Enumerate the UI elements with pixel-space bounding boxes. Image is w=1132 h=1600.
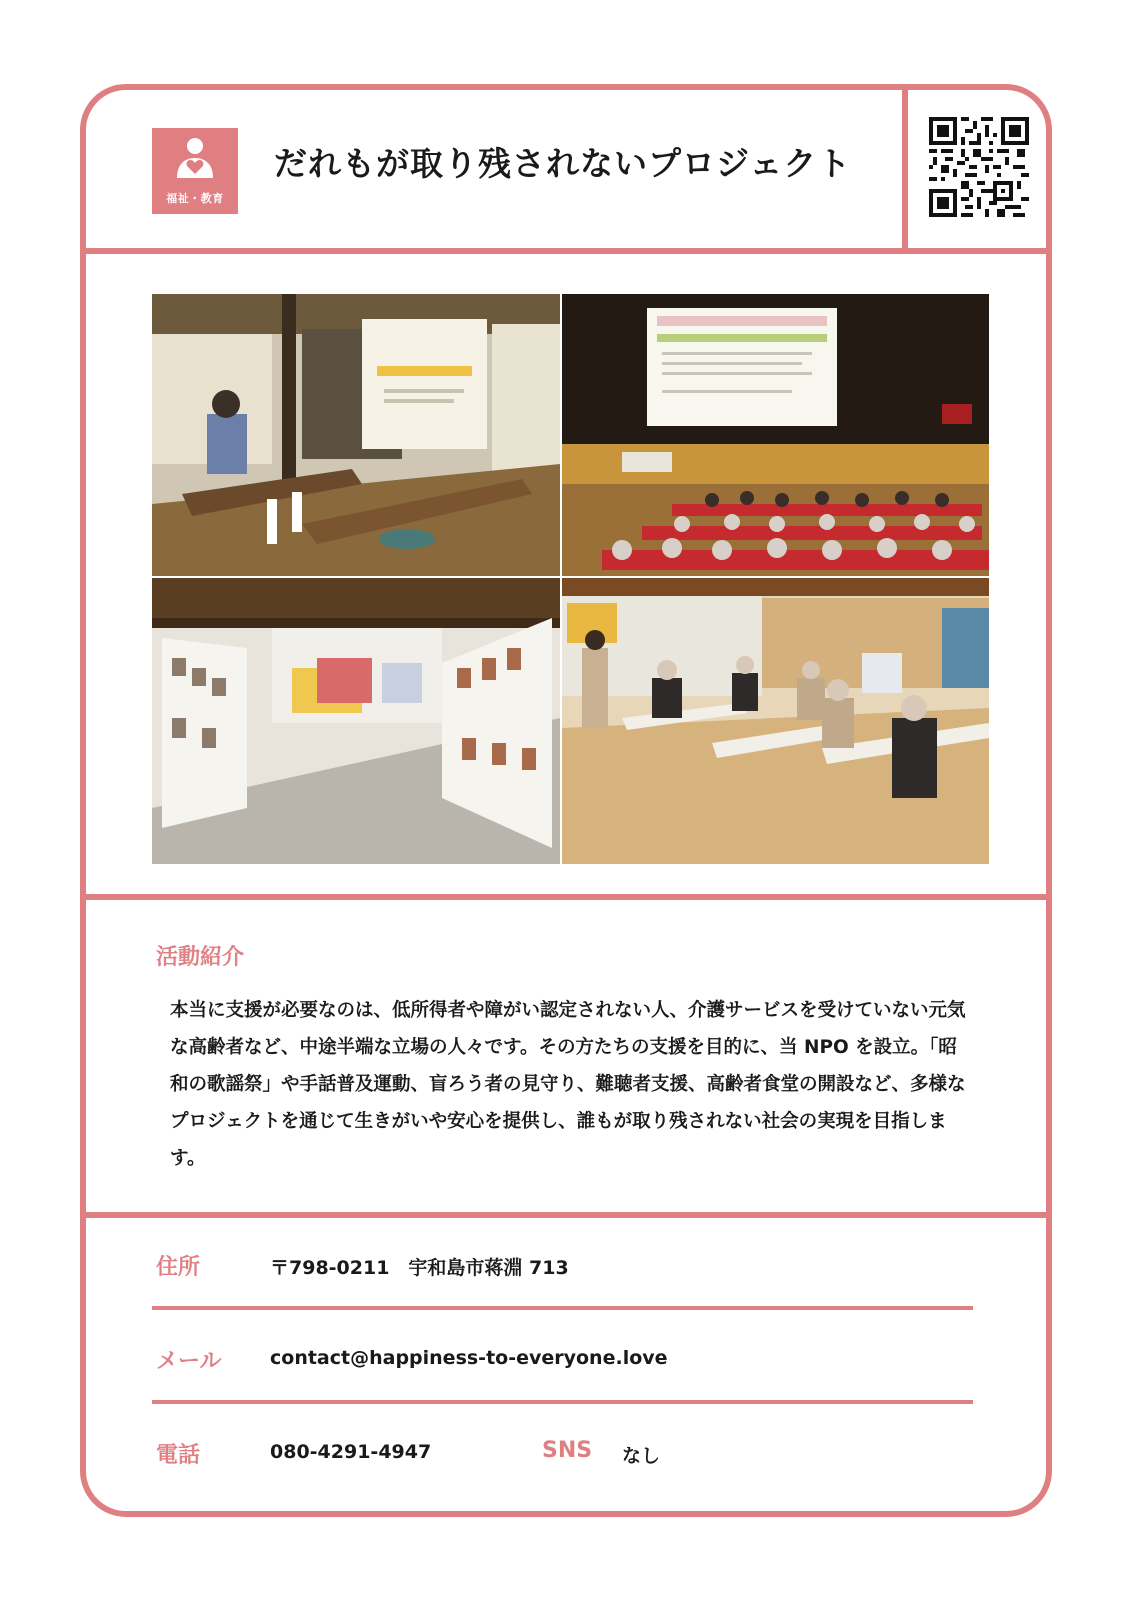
photo-exhibition [152, 578, 560, 864]
intro-heading: 活動紹介 [156, 945, 245, 970]
address-row [152, 1218, 973, 1308]
mail-label: メール [156, 1349, 222, 1374]
category-label: 福祉・教育 [166, 192, 224, 205]
sns-label: SNS [542, 1438, 593, 1463]
row-divider [152, 1400, 973, 1404]
address-value: 〒798-0211 宇和島市蒋淵 713 [270, 1257, 569, 1279]
address-label: 住所 [156, 1255, 201, 1280]
sns-value: なし [622, 1445, 661, 1467]
mail-link[interactable]: contact@happiness-to-everyone.love [270, 1347, 668, 1369]
phone-value[interactable]: 080-4291-4947 [270, 1441, 432, 1463]
project-card [80, 84, 1052, 1517]
photo-collage [152, 294, 989, 864]
card-header [86, 90, 1046, 254]
header-divider [902, 90, 908, 248]
phone-label: 電話 [156, 1443, 201, 1468]
photo-training-seminar [152, 294, 560, 576]
activity-intro [86, 900, 1046, 1218]
page-title: だれもが取り残されないプロジェクト [274, 144, 852, 183]
phone-row [152, 1406, 973, 1496]
photo-community-gathering [562, 578, 989, 864]
row-divider [152, 1306, 973, 1310]
intro-text: 本当に支援が必要なのは、低所得者や障がい認定されない人、介護サービスを受けていない元気な高齢者など、中途半端な立場の人々です。その方たちの支援を目的に、当 NPO を設立。「昭和の歌謡祭」や手話普及運動、盲ろう者の見守り、難聴者支援、高齢者食堂の開設など、多様なプロジェクトを通じて生きがいや安心を提供し、誰もが取り残されない社会の実現を目指します。 [170, 1000, 966, 1169]
photo-hall-lecture [562, 294, 989, 576]
photo-section [86, 254, 1046, 900]
person-heart-icon [174, 136, 216, 182]
mail-row [152, 1312, 973, 1402]
qr-code-icon[interactable] [929, 117, 1029, 217]
category-badge [152, 128, 238, 214]
